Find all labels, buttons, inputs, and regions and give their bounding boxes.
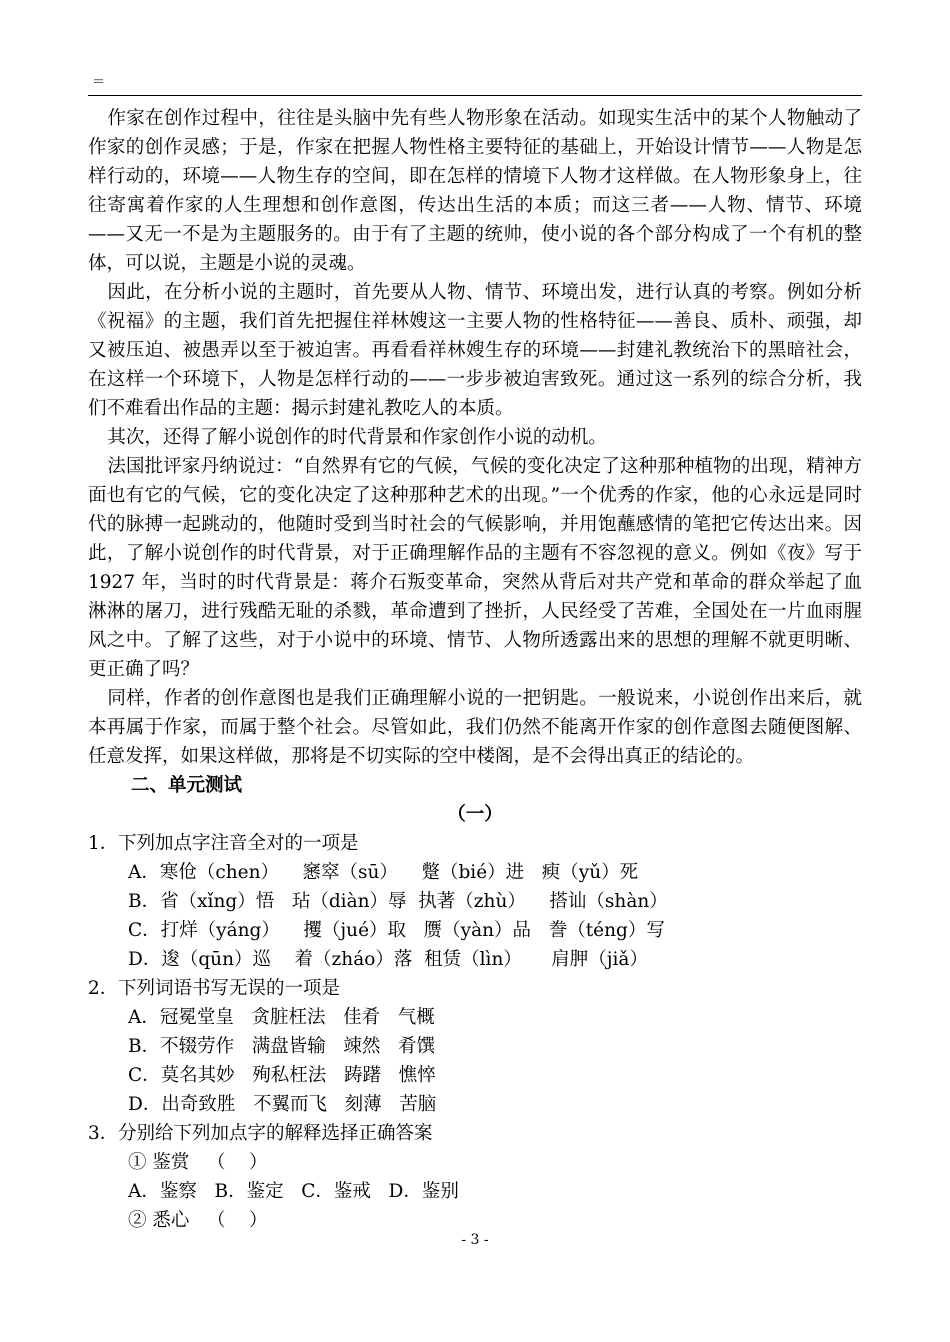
option-a: A．寒伧（chen） 窸窣（sū） 蹩（bié）进 瘐（yǔ）死 — [128, 862, 639, 883]
option-d: D．出奇致胜 不翼而飞 刻薄 苦脑 — [128, 1094, 437, 1115]
option-b: B．省（xǐng）悟 玷（diàn）辱 执著（zhù） 搭讪（shàn） — [128, 891, 668, 912]
option-c: C．打烊（yáng） 攫（jué）取 赝（yàn）品 誊（téng）写 — [128, 920, 665, 941]
page-content — [88, 104, 862, 1235]
sub-item-1-choices: A．鉴察 B．鉴定 C．鉴戒 D．鉴别 — [128, 1181, 459, 1202]
sub-item-1: ① 鉴赏 （ ） — [128, 1152, 268, 1173]
paragraph-3: 其次，还得了解小说创作的时代背景和作家创作小说的动机。 — [107, 427, 607, 448]
paragraph-4: 法国批评家丹纳说过：“自然界有它的气候，气候的变化决定了这种那种植物的出现，精神方面也有它的气候，它的变化决定了这种那种艺术的出现。”一个优秀的作家，他的心永远是同时代的脉搏一起跳动的，他随时受到当时社会的气候影响，并用饱蘸感情的笔把它传达出来。因此，了解小说创作的时代背景，对于正确理解作品的主题有不容忽视的意义。例如《夜》写于 1927 年，当时的时代背景是：蒋介石叛变革命，突然从背后对共产党和革命的群众举起了血淋淋的屠刀，进行残酷无耻的杀戮，革命遭到了挫折，人民经受了苦难，全国处在一片血雨腥风之中。了解了这些，对于小说中的环境、情节、人物所透露出来的思想的理解不就更明晰、更正确了吗？ — [88, 456, 862, 680]
sub-item-2: ② 悉心 （ ） — [128, 1210, 268, 1231]
option-d: D．逡（qūn）巡 着（zháo）落 租赁（lìn） 肩胛（jiǎ） — [128, 949, 648, 970]
question-2 — [88, 974, 862, 1119]
option-b: B．不辍劳作 满盘皆输 竦然 肴馔 — [128, 1036, 436, 1057]
paragraph-5: 同样，作者的创作意图也是我们正确理解小说的一把钥匙。一般说来，小说创作出来后，就本再属于作家，而属于整个社会。尽管如此，我们仍然不能离开作家的创作意图去随便图解、任意发挥，如果这样做，那将是不切实际的空中楼阁，是不会得出真正的结论的。 — [88, 688, 862, 767]
option-c: C．莫名其妙 殉私枉法 踌躇 憔悴 — [128, 1065, 436, 1086]
question-text: 下列加点字注音全对的一项是 — [118, 833, 359, 854]
question-text: 分别给下列加点字的解释选择正确答案 — [118, 1123, 433, 1144]
question-stem — [88, 829, 862, 858]
paragraph-2: 因此，在分析小说的主题时，首先要从人物、情节、环境出发，进行认真的考察。例如分析《祝福》的主题，我们首先把握住祥林嫂这一主要人物的性格特征——善良、质朴、顽强，却又被压迫、被愚弄以至于被迫害。再看看祥林嫂生存的环境——封建礼教统治下的黑暗社会，在这样一个环境下，人物是怎样行动的——一步步被迫害致死。通过这一系列的综合分析，我们不难看出作品的主题：揭示封建礼教吃人的本质。 — [88, 282, 862, 419]
section-title: 二、单元测试 — [131, 775, 243, 796]
question-3 — [88, 1119, 862, 1235]
question-stem — [88, 974, 862, 1003]
page-number: - 3 - — [461, 1232, 489, 1248]
question-stem — [88, 1119, 862, 1148]
question-number: 2． — [88, 978, 119, 999]
paragraph-1: 作家在创作过程中，往往是头脑中先有些人物形象在活动。如现实生活中的某个人物触动了作家的创作灵感；于是，作家在把握人物性格主要特征的基础上，开始设计情节——人物是怎样行动的，环境——人物生存的空间，即在怎样的情境下人物才这样做。在人物形象身上，往往寄寓着作家的人生理想和创作意图，传达出生活的本质；而这三者——人物、情节、环境——又无一不是为主题服务的。由于有了主题的统帅，使小说的各个部分构成了一个有机的整体，可以说，主题是小说的灵魂。 — [88, 108, 862, 274]
question-number: 1． — [88, 833, 119, 854]
question-text: 下列词语书写无误的一项是 — [118, 978, 341, 999]
header-rule — [88, 95, 862, 96]
header-mark: ＝ — [92, 75, 106, 90]
question-1 — [88, 829, 862, 974]
sub-title: （一） — [447, 804, 503, 825]
question-number: 3． — [88, 1123, 119, 1144]
option-a: A．冠冕堂皇 贪脏枉法 佳肴 气概 — [128, 1007, 435, 1028]
